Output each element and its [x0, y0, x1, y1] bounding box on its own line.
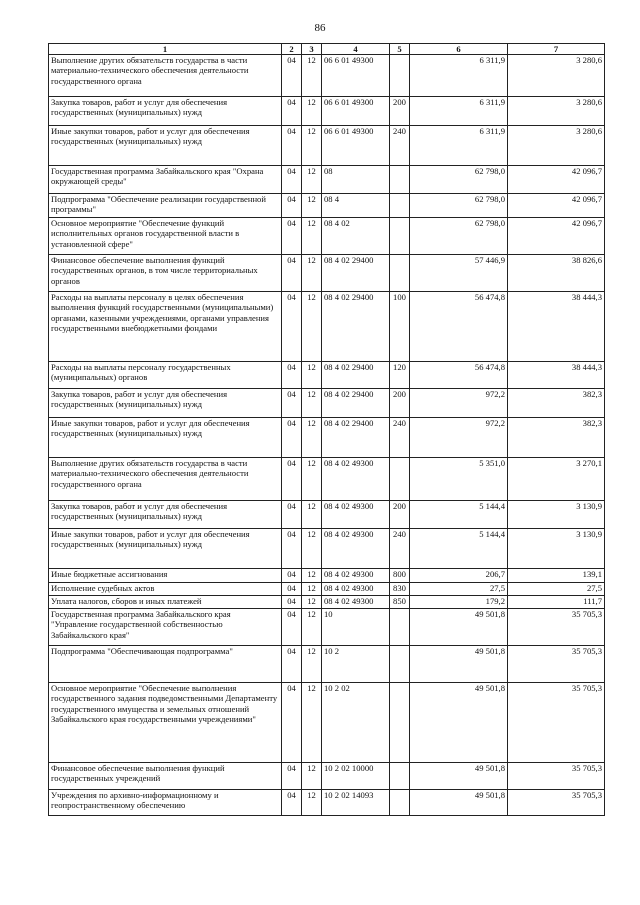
row-target-article: 08 4 02	[322, 218, 390, 255]
row-expense-type	[390, 218, 410, 255]
row-amount-col6: 27,5	[410, 583, 508, 596]
header-col-6: 6	[410, 44, 508, 55]
row-target-article: 10 2 02 14093	[322, 790, 390, 816]
row-target-article: 06 6 01 49300	[322, 55, 390, 97]
row-amount-col6: 56 474,8	[410, 362, 508, 389]
row-subsection: 12	[302, 763, 322, 790]
row-section: 04	[282, 609, 302, 646]
row-name: Закупка товаров, работ и услуг для обеспечения государственных (муниципальных) нужд	[49, 389, 282, 418]
row-target-article: 08 4 02 49300	[322, 596, 390, 609]
row-name: Основное мероприятие "Обеспечение выполнения государственного задания подведомственными Департаменту государственного имущества и земельных отношений Забайкальского края государственными учреждениями"	[49, 683, 282, 763]
row-amount-col6: 206,7	[410, 569, 508, 583]
table-row	[49, 218, 605, 255]
row-subsection: 12	[302, 194, 322, 218]
row-amount-col6: 179,2	[410, 596, 508, 609]
row-subsection: 12	[302, 583, 322, 596]
row-amount-col6: 56 474,8	[410, 292, 508, 362]
row-target-article: 08 4 02 29400	[322, 418, 390, 458]
row-section: 04	[282, 646, 302, 683]
row-amount-col6: 6 311,9	[410, 97, 508, 126]
row-amount-col7: 35 705,3	[508, 683, 605, 763]
table-row	[49, 583, 605, 596]
row-subsection: 12	[302, 646, 322, 683]
row-subsection: 12	[302, 596, 322, 609]
row-expense-type: 200	[390, 389, 410, 418]
table-row	[49, 97, 605, 126]
row-name: Иные бюджетные ассигнования	[49, 569, 282, 583]
row-amount-col7: 38 444,3	[508, 362, 605, 389]
row-amount-col7: 382,3	[508, 418, 605, 458]
row-section: 04	[282, 596, 302, 609]
row-target-article: 08 4	[322, 194, 390, 218]
page-number: 86	[314, 22, 326, 34]
row-amount-col7: 139,1	[508, 569, 605, 583]
row-expense-type	[390, 646, 410, 683]
row-subsection: 12	[302, 529, 322, 569]
row-amount-col7: 3 280,6	[508, 126, 605, 166]
row-amount-col6: 49 501,8	[410, 683, 508, 763]
row-amount-col7: 111,7	[508, 596, 605, 609]
row-section: 04	[282, 501, 302, 529]
row-target-article: 08 4 02 49300	[322, 569, 390, 583]
row-subsection: 12	[302, 55, 322, 97]
row-subsection: 12	[302, 790, 322, 816]
row-name: Расходы на выплаты персоналу государственных (муниципальных) органов	[49, 362, 282, 389]
row-amount-col6: 57 446,9	[410, 255, 508, 292]
header-col-1: 1	[49, 44, 282, 55]
row-expense-type: 120	[390, 362, 410, 389]
row-section: 04	[282, 683, 302, 763]
row-subsection: 12	[302, 218, 322, 255]
table-row	[49, 389, 605, 418]
row-target-article: 10	[322, 609, 390, 646]
row-amount-col7: 35 705,3	[508, 609, 605, 646]
row-name: Учреждения по архивно-информационному и геопространственному обеспечению	[49, 790, 282, 816]
row-expense-type: 830	[390, 583, 410, 596]
row-target-article: 08 4 02 29400	[322, 255, 390, 292]
table-row	[49, 194, 605, 218]
row-section: 04	[282, 194, 302, 218]
row-amount-col6: 62 798,0	[410, 218, 508, 255]
row-amount-col7: 38 444,3	[508, 292, 605, 362]
row-amount-col7: 3 270,1	[508, 458, 605, 501]
row-amount-col7: 27,5	[508, 583, 605, 596]
row-name: Финансовое обеспечение выполнения функций государственных органов, в том числе территориальных органов	[49, 255, 282, 292]
row-amount-col6: 6 311,9	[410, 126, 508, 166]
row-amount-col6: 49 501,8	[410, 790, 508, 816]
row-amount-col7: 42 096,7	[508, 218, 605, 255]
row-target-article: 08 4 02 29400	[322, 362, 390, 389]
row-target-article: 08 4 02 49300	[322, 501, 390, 529]
table-row	[49, 126, 605, 166]
table-row	[49, 55, 605, 97]
table-row	[49, 596, 605, 609]
row-name: Государственная программа Забайкальского края "Управление государственной собственностью Забайкальского края"	[49, 609, 282, 646]
row-amount-col7: 3 130,9	[508, 529, 605, 569]
row-name: Выполнение других обязательств государства в части материально-технического обеспечения деятельности государственного органа	[49, 55, 282, 97]
row-expense-type	[390, 683, 410, 763]
row-target-article: 06 6 01 49300	[322, 126, 390, 166]
header-col-3: 3	[302, 44, 322, 55]
row-subsection: 12	[302, 126, 322, 166]
row-name: Подпрограмма "Обеспечение реализации государственной программы"	[49, 194, 282, 218]
row-expense-type	[390, 790, 410, 816]
row-amount-col6: 62 798,0	[410, 166, 508, 194]
row-target-article: 08 4 02 29400	[322, 389, 390, 418]
row-section: 04	[282, 583, 302, 596]
table-row	[49, 418, 605, 458]
table-row	[49, 609, 605, 646]
row-amount-col7: 3 130,9	[508, 501, 605, 529]
row-target-article: 06 6 01 49300	[322, 97, 390, 126]
row-subsection: 12	[302, 569, 322, 583]
budget-table	[48, 43, 605, 816]
row-amount-col6: 5 144,4	[410, 529, 508, 569]
table-row	[49, 529, 605, 569]
table-row	[49, 646, 605, 683]
row-subsection: 12	[302, 292, 322, 362]
table-body	[49, 55, 605, 816]
row-name: Исполнение судебных актов	[49, 583, 282, 596]
row-name: Закупка товаров, работ и услуг для обеспечения государственных (муниципальных) нужд	[49, 97, 282, 126]
table-row	[49, 166, 605, 194]
header-row	[49, 44, 605, 55]
row-amount-col7: 42 096,7	[508, 194, 605, 218]
header-col-5: 5	[390, 44, 410, 55]
row-amount-col7: 382,3	[508, 389, 605, 418]
table-row	[49, 763, 605, 790]
row-target-article: 08 4 02 49300	[322, 529, 390, 569]
row-expense-type: 240	[390, 418, 410, 458]
row-name: Финансовое обеспечение выполнения функций государственных учреждений	[49, 763, 282, 790]
row-subsection: 12	[302, 609, 322, 646]
row-subsection: 12	[302, 166, 322, 194]
table-row	[49, 501, 605, 529]
row-expense-type: 200	[390, 501, 410, 529]
row-section: 04	[282, 362, 302, 389]
row-expense-type	[390, 166, 410, 194]
table-row	[49, 292, 605, 362]
row-section: 04	[282, 763, 302, 790]
row-section: 04	[282, 389, 302, 418]
row-expense-type: 200	[390, 97, 410, 126]
row-section: 04	[282, 126, 302, 166]
row-name: Иные закупки товаров, работ и услуг для обеспечения государственных (муниципальных) нужд	[49, 418, 282, 458]
table-row	[49, 790, 605, 816]
row-amount-col7: 35 705,3	[508, 763, 605, 790]
row-name: Выполнение других обязательств государства в части материально-технического обеспечения деятельности государственного органа	[49, 458, 282, 501]
row-name: Иные закупки товаров, работ и услуг для обеспечения государственных (муниципальных) нужд	[49, 529, 282, 569]
row-subsection: 12	[302, 97, 322, 126]
row-target-article: 10 2 02	[322, 683, 390, 763]
row-target-article: 08 4 02 29400	[322, 292, 390, 362]
row-amount-col6: 49 501,8	[410, 646, 508, 683]
row-section: 04	[282, 255, 302, 292]
row-section: 04	[282, 569, 302, 583]
row-amount-col7: 3 280,6	[508, 55, 605, 97]
row-section: 04	[282, 218, 302, 255]
row-amount-col6: 62 798,0	[410, 194, 508, 218]
row-amount-col6: 5 144,4	[410, 501, 508, 529]
row-subsection: 12	[302, 683, 322, 763]
row-subsection: 12	[302, 255, 322, 292]
header-col-7: 7	[508, 44, 605, 55]
row-name: Подпрограмма "Обеспечивающая подпрограмма"	[49, 646, 282, 683]
row-amount-col7: 35 705,3	[508, 790, 605, 816]
row-name: Закупка товаров, работ и услуг для обеспечения государственных (муниципальных) нужд	[49, 501, 282, 529]
table-row	[49, 458, 605, 501]
row-amount-col6: 49 501,8	[410, 609, 508, 646]
row-name: Расходы на выплаты персоналу в целях обеспечения выполнения функций государственными (муниципальными) органами, казенными учреждениями, органами управления государственными внебюджетными фондами	[49, 292, 282, 362]
row-section: 04	[282, 529, 302, 569]
table-row	[49, 255, 605, 292]
table-row	[49, 362, 605, 389]
header-col-4: 4	[322, 44, 390, 55]
row-target-article: 08	[322, 166, 390, 194]
row-amount-col7: 38 826,6	[508, 255, 605, 292]
row-amount-col6: 6 311,9	[410, 55, 508, 97]
row-expense-type: 240	[390, 126, 410, 166]
row-subsection: 12	[302, 418, 322, 458]
row-amount-col6: 5 351,0	[410, 458, 508, 501]
row-expense-type	[390, 255, 410, 292]
row-section: 04	[282, 292, 302, 362]
row-expense-type	[390, 763, 410, 790]
row-expense-type	[390, 194, 410, 218]
row-subsection: 12	[302, 458, 322, 501]
row-amount-col7: 35 705,3	[508, 646, 605, 683]
row-section: 04	[282, 458, 302, 501]
table-row	[49, 569, 605, 583]
row-section: 04	[282, 418, 302, 458]
row-section: 04	[282, 97, 302, 126]
row-target-article: 10 2	[322, 646, 390, 683]
row-target-article: 08 4 02 49300	[322, 583, 390, 596]
row-name: Уплата налогов, сборов и иных платежей	[49, 596, 282, 609]
header-col-2: 2	[282, 44, 302, 55]
row-section: 04	[282, 790, 302, 816]
row-target-article: 10 2 02 10000	[322, 763, 390, 790]
row-amount-col6: 972,2	[410, 418, 508, 458]
row-amount-col6: 972,2	[410, 389, 508, 418]
row-name: Иные закупки товаров, работ и услуг для обеспечения государственных (муниципальных) нужд	[49, 126, 282, 166]
row-target-article: 08 4 02 49300	[322, 458, 390, 501]
row-subsection: 12	[302, 501, 322, 529]
row-section: 04	[282, 166, 302, 194]
row-section: 04	[282, 55, 302, 97]
table-row	[49, 683, 605, 763]
row-amount-col6: 49 501,8	[410, 763, 508, 790]
row-subsection: 12	[302, 389, 322, 418]
row-name: Основное мероприятие "Обеспечение функций исполнительных органов государственной власти в установленной сфере"	[49, 218, 282, 255]
row-expense-type: 100	[390, 292, 410, 362]
row-name: Государственная программа Забайкальского края "Охрана окружающей среды"	[49, 166, 282, 194]
row-expense-type	[390, 458, 410, 501]
row-expense-type	[390, 55, 410, 97]
row-expense-type: 850	[390, 596, 410, 609]
row-expense-type	[390, 609, 410, 646]
row-amount-col7: 3 280,6	[508, 97, 605, 126]
row-expense-type: 240	[390, 529, 410, 569]
row-expense-type: 800	[390, 569, 410, 583]
row-amount-col7: 42 096,7	[508, 166, 605, 194]
row-subsection: 12	[302, 362, 322, 389]
